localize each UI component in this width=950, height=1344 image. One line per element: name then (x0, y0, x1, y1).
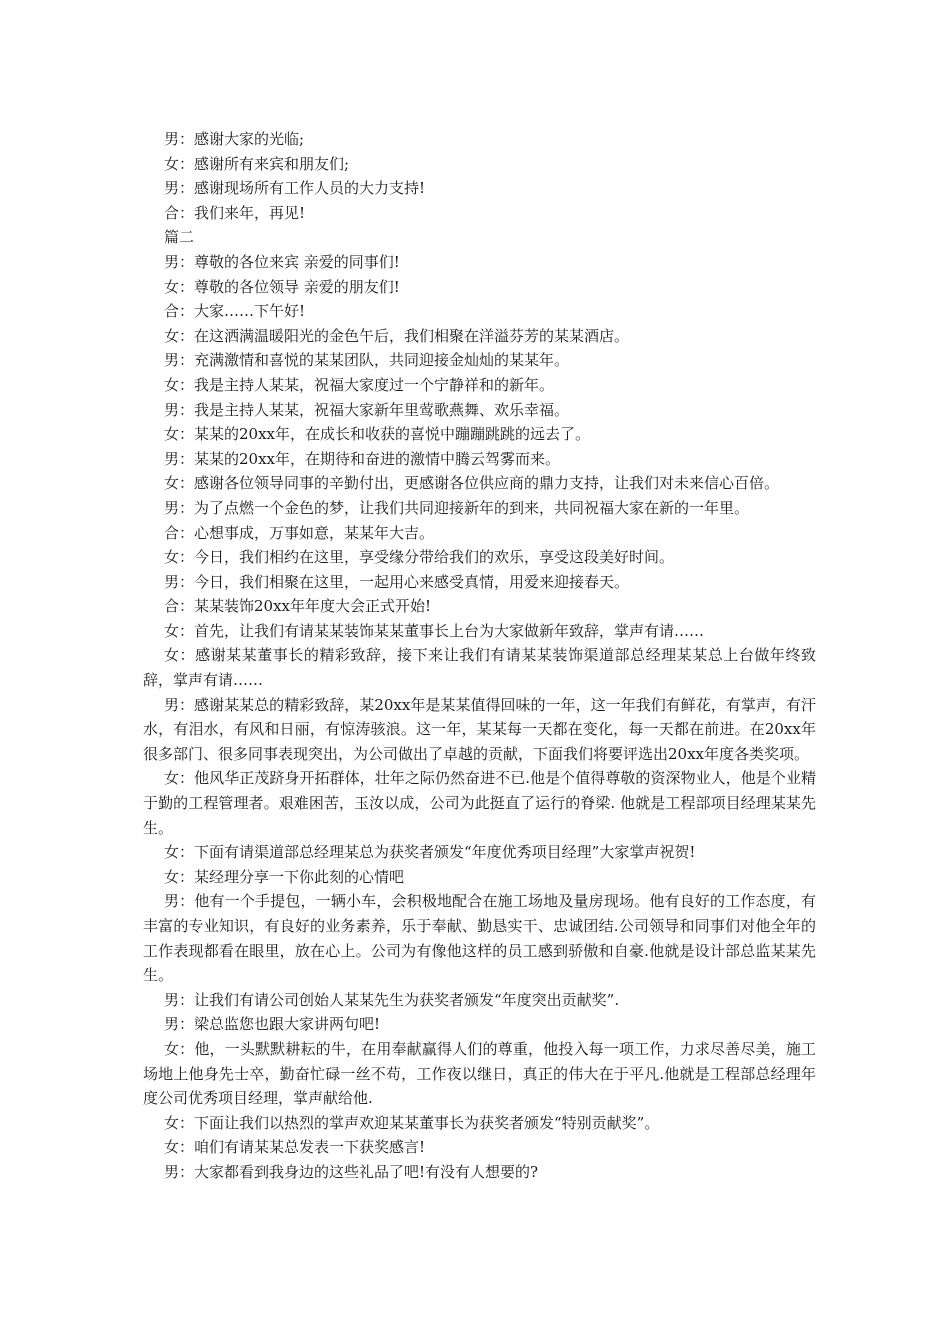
script-line: 女：某某的20xx年，在成长和收获的喜悦中蹦蹦跳跳的远去了。 (164, 425, 591, 444)
script-line: 女：我是主持人某某，祝福大家度过一个宁静祥和的新年。 (164, 375, 555, 394)
script-line: 男：某某的20xx年，在期待和奋进的激情中腾云驾雾而来。 (164, 449, 561, 468)
script-paragraph: 女：他风华正茂跻身开拓群体，壮年之际仍然奋进不已.他是个值得尊敬的资深物业人，他是个业精于勤的工程管理者。艰难困苦，玉汝以成，公司为此挺直了运行的脊梁. 他就是工程部项目经理某某先生。 (143, 769, 816, 837)
script-line: 合：我们来年，再见! (164, 203, 306, 222)
script-paragraph: 女：下面有请渠道部总经理某总为获奖者颁发“年度优秀项目经理”大家掌声祝贺! (164, 843, 696, 862)
script-line: 女：今日，我们相约在这里，享受缘分带给我们的欢乐，享受这段美好时间。 (164, 548, 675, 567)
script-paragraph: 男：他有一个手提包，一辆小车，会积极地配合在施工场地及量房现场。他有良好的工作态度，有丰富的专业知识，有良好的业务素养，乐于奉献、勤恳实干、忠诚团结.公司领导和同事们对他全年的工作表现都看在眼里，放在心上。公司为有像他这样的员工感到骄傲和自豪.他就是设计部总监某某先生。 (143, 892, 816, 985)
script-line: 合：心想事成，万事如意，某某年大吉。 (164, 523, 435, 542)
script-line: 女：感谢各位领导同事的辛勤付出，更感谢各位供应商的鼎力支持，让我们对未来信心百倍。 (164, 474, 780, 493)
script-line: 男：感谢现场所有工作人员的大力支持! (164, 179, 426, 198)
script-line: 男：我是主持人某某，祝福大家新年里莺歌燕舞、欢乐幸福。 (164, 400, 570, 419)
script-line: 男：今日，我们相聚在这里，一起用心来感受真情，用爱来迎接春天。 (164, 572, 630, 591)
script-line: 合：某某装饰20xx年年度大会正式开始! (164, 597, 432, 616)
script-line: 男：尊敬的各位来宾 亲爱的同事们! (164, 252, 400, 271)
section-heading: 篇二 (164, 228, 195, 247)
script-paragraphs (143, 643, 816, 1184)
script-paragraph: 女：他，一头默默耕耘的牛，在用奉献赢得人们的尊重，他投入每一项工作，力求尽善尽美，施工场地上他身先士卒，勤奋忙碌一丝不苟，工作夜以继日，真正的伟大在于平凡.他就是工程部总经理年度公司优秀项目经理，掌声献给他. (143, 1039, 816, 1108)
script-line: 男：感谢大家的光临; (164, 130, 305, 148)
script-paragraph: 男：让我们有请公司创始人某某先生为获奖者颁发“年度突出贡献奖”. (164, 990, 620, 1009)
script-line: 男：充满激情和喜悦的某某团队，共同迎接金灿灿的某某年。 (164, 351, 570, 370)
script-paragraph: 女：咱们有请某某总发表一下获奖感言! (164, 1138, 426, 1157)
script-paragraph: 男：感谢某某总的精彩致辞，某20xx年是某某值得回味的一年，这一年我们有鲜花，有掌声，有汗水，有泪水，有风和日丽，有惊涛骇浪。这一年，某某每一天都在变化，每一天都在前进。在20xx年很多部门、很多同事表现突出，为公司做出了卓越的贡献，下面我们将要评选出20xx年度各类奖项。 (143, 695, 816, 763)
script-paragraph: 女：感谢某某董事长的精彩致辞，接下来让我们有请某某装饰渠道部总经理某某总上台做年终致辞，掌声有请…… (143, 646, 816, 690)
script-line: 合：大家……下午好! (164, 302, 306, 321)
script-paragraph: 女：某经理分享一下你此刻的心情吧 (164, 867, 405, 886)
script-paragraph: 男：梁总监您也跟大家讲两句吧! (164, 1015, 381, 1034)
script-paragraph: 男：大家都看到我身边的这些礼品了吧!有没有人想要的? (164, 1162, 539, 1181)
script-line: 女：首先，让我们有请某某装饰某某董事长上台为大家做新年致辞，掌声有请…… (164, 621, 705, 640)
script-line: 女：尊敬的各位领导 亲爱的朋友们! (164, 277, 400, 296)
script-paragraph: 女：下面让我们以热烈的掌声欢迎某某董事长为获奖者颁发“特别贡献奖”。 (164, 1113, 660, 1132)
script-lines (143, 127, 816, 643)
script-line: 男：为了点燃一个金色的梦，让我们共同迎接新年的到来，共同祝福大家在新的一年里。 (164, 498, 750, 517)
script-line: 女：感谢所有来宾和朋友们; (164, 154, 350, 173)
script-line: 女：在这洒满温暖阳光的金色午后，我们相聚在洋溢芬芳的某某酒店。 (164, 326, 630, 345)
